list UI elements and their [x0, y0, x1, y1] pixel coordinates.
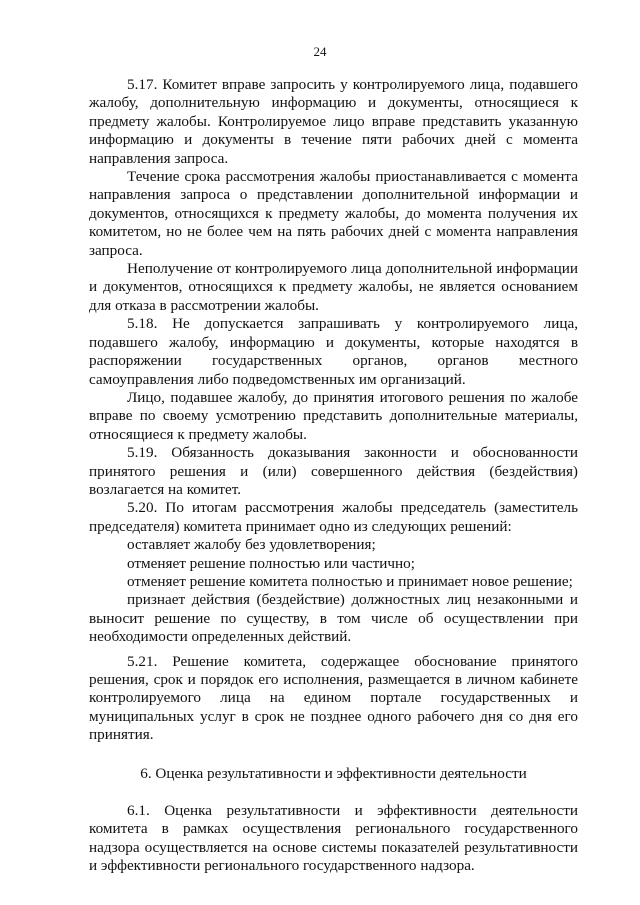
document-body [89, 76, 578, 876]
paragraph-5-20: 5.20. По итогам рассмотрения жалобы председатель (заместитель председателя) комитета принимает одно из следующих решений: [89, 499, 578, 535]
paragraph-suspension: Течение срока рассмотрения жалобы приостанавливается с момента направления запроса о представлении дополнительной информации и документов, относящихся к предмету жалобы, до момента получения их комитетом, но не более чем на пять рабочих дней с момента направления запроса. [89, 168, 578, 259]
section-heading: 6. Оценка результативности и эффективности деятельности [140, 764, 527, 782]
paragraph-6-1: 6.1. Оценка результативности и эффективности деятельности комитета в рамках осуществления регионального государственного надзора осуществляется на основе системы показателей результативности и эффективности регионального государственного надзора. [89, 802, 578, 875]
paragraph-5-21: 5.21. Решение комитета, содержащее обоснование принятого решения, срок и порядок его исполнения, размещается в личном кабинете контролируемого лица на едином портале государственных и муниципальных услуг в срок не позднее одного рабочего дня со дня его принятия. [89, 652, 578, 744]
paragraph-5-19: 5.19. Обязанность доказывания законности и обоснованности принятого решения и (или) совершенного действия (бездействия) возлагается на комитет. [89, 444, 578, 498]
paragraph-additional-materials: Лицо, подавшее жалобу, до принятия итогового решения по жалобе вправе по своему усмотрению представить дополнительные материалы, относящиеся к предмету жалобы. [89, 388, 578, 443]
list-item-decision-2: отменяет решение полностью или частично; [127, 554, 415, 572]
paragraph-5-17: 5.17. Комитет вправе запросить у контролируемого лица, подавшего жалобу, дополнительную информацию и документы, относящиеся к предмету жалобы. Контролируемое лицо вправе представить указанную информацию и документы в течение пяти рабочих дней с момента направления запроса. [89, 76, 578, 167]
list-item-decision-4: признает действия (бездействие) должностных лиц незаконными и выносит решение по существу, в том числе об осуществлении при необходимости определенных действий. [89, 591, 578, 646]
list-item-decision-1: оставляет жалобу без удовлетворения; [127, 536, 376, 554]
paragraph-5-18: 5.18. Не допускается запрашивать у контролируемого лица, подавшего жалобу, информацию и документы, которые находятся в распоряжении государственных органов, органов местного самоуправления либо подведомственных им организаций. [89, 315, 578, 388]
list-item-decision-3: отменяет решение комитета полностью и принимает новое решение; [127, 572, 573, 590]
page-number: 24 [313, 44, 327, 59]
paragraph-non-receipt: Неполучение от контролируемого лица дополнительной информации и документов, относящихся к предмету жалобы, не является основанием для отказа в рассмотрении жалобы. [89, 260, 578, 314]
